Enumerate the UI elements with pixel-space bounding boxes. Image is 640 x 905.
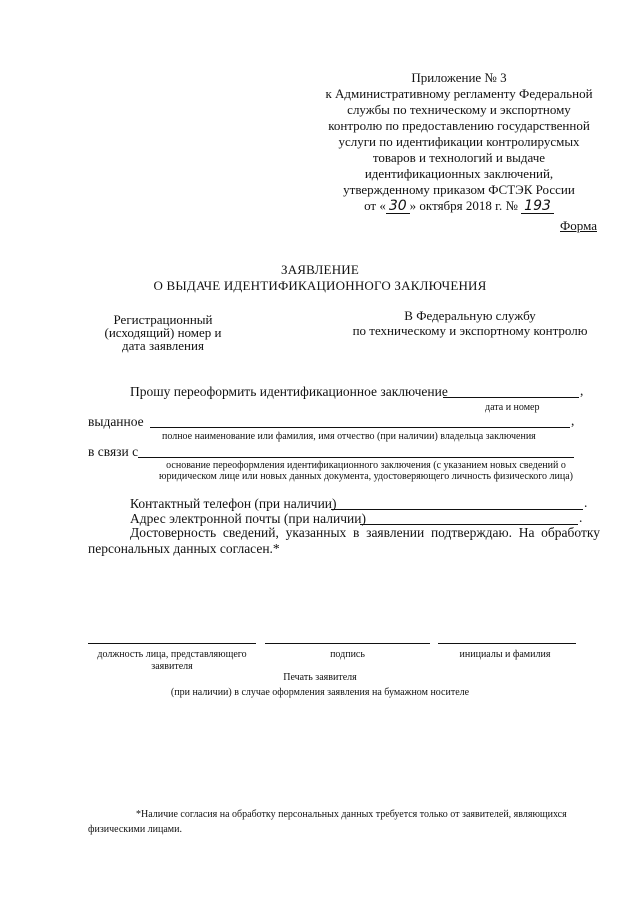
handwritten-day: 30 bbox=[386, 199, 410, 214]
reason-label: в связи с bbox=[88, 444, 139, 459]
stamp-label: Печать заявителя bbox=[283, 672, 357, 683]
addressee-line: по техническому и экспортному контролю bbox=[352, 323, 588, 338]
appendix-line: службы по техническому и экспортному bbox=[347, 102, 571, 117]
handwritten-order-number: 193 bbox=[521, 199, 554, 214]
date-number-hint: дата и номер bbox=[485, 402, 540, 413]
phone-field[interactable] bbox=[331, 509, 583, 510]
date-prefix: от « bbox=[364, 198, 386, 213]
registration-line: дата заявления bbox=[122, 338, 204, 353]
stamp-note: (при наличии) в случае оформления заявления на бумажном носителе bbox=[170, 687, 470, 698]
initials-field[interactable] bbox=[438, 643, 576, 644]
appendix-line: Приложение № 3 bbox=[411, 70, 507, 85]
appendix-line: товаров и технологий и выдаче bbox=[372, 150, 546, 165]
initials-label: инициалы и фамилия bbox=[459, 649, 551, 660]
document-title: ЗАЯВЛЕНИЕ bbox=[280, 262, 360, 277]
appendix-line: идентификационных заключений, bbox=[364, 166, 554, 181]
document-subtitle: О ВЫДАЧЕ ИДЕНТИФИКАЦИОННОГО ЗАКЛЮЧЕНИЯ bbox=[153, 278, 487, 293]
registration-line: Регистрационный bbox=[113, 312, 213, 327]
position-label-line: заявителя bbox=[151, 661, 193, 672]
issued-hint: полное наименование или фамилия, имя отчество (при наличии) владельца заключения bbox=[162, 431, 536, 442]
position-label-line: должность лица, представляющего bbox=[97, 649, 247, 660]
conclusion-field[interactable] bbox=[443, 397, 579, 398]
appendix-line: утвержденному приказом ФСТЭК России bbox=[343, 182, 575, 197]
reason-hint-line: основание переоформления идентификационного заключения (с указанием новых сведений о bbox=[166, 460, 566, 471]
phone-label: Контактный телефон (при наличии) bbox=[130, 496, 337, 511]
issued-label: выданное bbox=[88, 414, 144, 429]
issued-to-field[interactable] bbox=[150, 427, 570, 428]
footnote-continued: физическими лицами. bbox=[88, 824, 182, 835]
signature-label: подпись bbox=[330, 649, 365, 660]
footnote: *Наличие согласия на обработку персональных данных требуется только от заявителей, являющихся bbox=[136, 809, 567, 820]
reason-hint-line: юридическом лице или новых данных документа, удостоверяющего личность физического лица) bbox=[158, 471, 574, 482]
registration-line: (исходящий) номер и bbox=[104, 325, 222, 340]
consent-text: Достоверность сведений, указанных в заявлении подтверждаю. На обработку bbox=[130, 525, 600, 540]
signature-field[interactable] bbox=[265, 643, 430, 644]
appendix-block bbox=[318, 70, 600, 214]
addressee-block bbox=[340, 308, 600, 338]
reason-hint bbox=[136, 460, 596, 482]
appendix-line: услуги по идентификации контролирусмых bbox=[338, 134, 580, 149]
consent-text-continued: персональных данных согласен.* bbox=[88, 541, 280, 556]
date-middle: » октября 2018 г. № bbox=[409, 198, 518, 213]
appendix-line: к Административному регламенту Федеральной bbox=[325, 86, 593, 101]
position-label bbox=[88, 649, 256, 673]
appendix-line: контролю по предоставлению государственной bbox=[328, 118, 590, 133]
email-label: Адрес электронной почты (при наличии) bbox=[130, 511, 366, 526]
request-text: Прошу переоформить идентификационное заключение bbox=[130, 384, 448, 399]
reason-field[interactable] bbox=[138, 457, 574, 458]
addressee-line: В Федеральную службу bbox=[404, 308, 536, 323]
form-label: Форма bbox=[560, 218, 597, 233]
registration-block bbox=[88, 313, 238, 352]
appendix-date-line bbox=[318, 198, 600, 214]
position-field[interactable] bbox=[88, 643, 256, 644]
